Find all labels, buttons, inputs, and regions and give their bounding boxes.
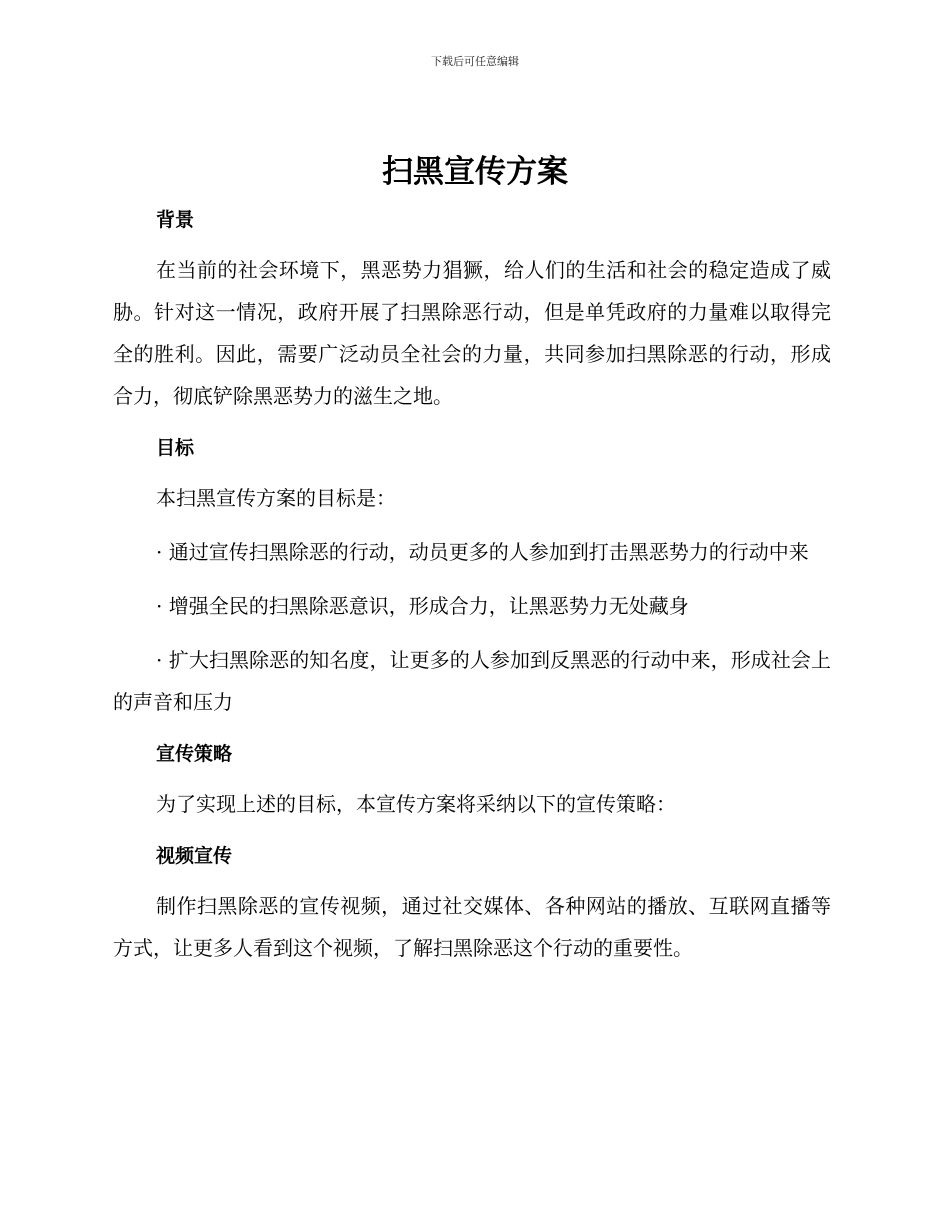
document-title: 扫黑宣传方案 [382,154,568,190]
document-body [113,203,831,969]
spacer [113,465,831,477]
background-paragraph: 在当前的社会环境下，黑恶势力猖獗，给人们的生活和社会的稳定造成了威胁。针对这一情况，政府开展了扫黑除恶行动，但是单凭政府的力量难以取得完全的胜利。因此，需要广泛动员全社会的力量，共同参加扫黑除恶的行动，形成合力，彻底铲除黑恶势力的滋生之地。 [113,258,831,408]
video-paragraph: 制作扫黑除恶的宣传视频，通过社交媒体、各种网站的播放、互联网直播等方式，让更多人看到这个视频，了解扫黑除恶这个行动的重要性。 [113,894,831,960]
spacer [113,573,831,585]
goal-item: · 通过宣传扫黑除恶的行动，动员更多的人参加到打击黑恶势力的行动中来 [156,540,809,564]
section-heading-background: 背景 [156,209,195,231]
section-heading-strategy: 宣传策略 [156,743,233,765]
strategy-intro: 为了实现上述的目标，本宣传方案将采纳以下的宣传策略： [156,792,676,816]
spacer [113,771,831,783]
spacer [113,237,831,249]
spacer [113,873,831,885]
spacer [113,723,831,737]
section-heading-goals: 目标 [156,437,195,459]
spacer [113,417,831,431]
spacer [113,519,831,531]
goal-item: · 扩大扫黑除恶的知名度，让更多的人参加到反黑恶的行动中来，形成社会上的声音和压力 [113,648,831,714]
spacer [113,627,831,639]
goal-item: · 增强全民的扫黑除恶意识，形成合力，让黑恶势力无处藏身 [156,594,689,618]
spacer [113,825,831,839]
header-note: 下载后可任意编辑 [431,55,519,68]
section-heading-video: 视频宣传 [156,845,233,867]
goals-intro: 本扫黑宣传方案的目标是： [156,486,396,510]
